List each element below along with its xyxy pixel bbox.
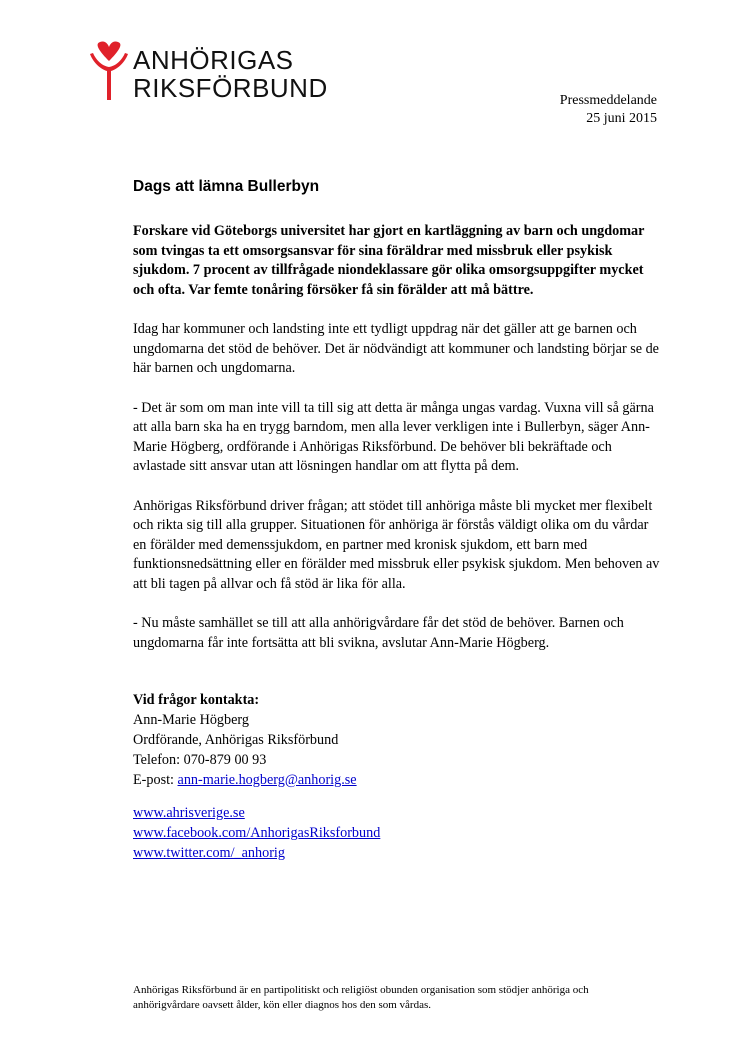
contact-block: [133, 690, 357, 790]
website-link[interactable]: www.ahrisverige.se: [133, 805, 245, 821]
logo-line-2: RIKSFÖRBUND: [133, 73, 328, 103]
contact-phone: Telefon: 070-879 00 93: [133, 752, 267, 768]
document-date: 25 juni 2015: [586, 111, 657, 126]
contact-name: Ann-Marie Högberg: [133, 712, 249, 728]
logo-wordmark: [133, 46, 328, 102]
heart-person-icon: [86, 40, 132, 102]
contact-email-link[interactable]: ann-marie.hogberg@anhorig.se: [177, 772, 357, 788]
contact-email-row: [133, 770, 357, 790]
heart-shape: [98, 41, 121, 61]
article-body: [133, 222, 663, 673]
body-paragraph-2: - Det är som om man inte vill ta till sig att detta är många ungas vardag. Vuxna vill så gärna att alla barn ska ha en trygg barndom, men alla lever verkligen inte i Bullerbyn, säger Ann-Marie Högberg, ordförande i Anhörigas Riksförbund. De behöver bli bekräftade och avlastade sitt ansvar utan att lösningen handlar om att flytta på dem.: [133, 399, 654, 474]
document-meta: [560, 92, 657, 128]
document-type: Pressmeddelande: [559, 93, 657, 108]
contact-email-label: E-post:: [133, 772, 178, 788]
contact-role: Ordförande, Anhörigas Riksförbund: [133, 732, 339, 748]
lead-paragraph: Forskare vid Göteborgs universitet har gjort en kartläggning av barn och ungdomar som tvingas ta ett omsorgsansvar för sina föräldrar med missbruk eller psykisk sjukdom. 7 procent av tillfrågade niondeklassare gör olika omsorgsuppgifter mycket och ofta. Var femte tonåring försöker få sin förälder att må bättre.: [133, 223, 645, 298]
body-paragraph-3: Anhörigas Riksförbund driver frågan; att stödet till anhöriga måste bli mycket mer flexibelt och rikta sig till alla grupper. Situationen för anhöriga är förstås väldigt olika om du vårdar en förälder med demenssjukdom, en partner med kronisk sjukdom, ett barn med funktionsnedsättning eller en förälder med missbruk eller psykisk sjukdom. Men behoven av att bli tagen på allvar och få stöd är lika för alla.: [133, 497, 660, 592]
logo-line-1: ANHÖRIGAS: [133, 45, 294, 75]
footer-note: Anhörigas Riksförbund är en partipolitiskt och religiöst obunden organisation som stödjer anhöriga och anhörigvårdare oavsett ålder, kön eller diagnos hos den som vårdas.: [133, 984, 589, 1011]
body-paragraph-1: Idag har kommuner och landsting inte ett tydligt uppdrag när det gäller att ge barnen och ungdomarna det stöd de behöver. Det är nödvändigt att kommuner och landsting börjar se de här barnen och ungdomarna.: [133, 321, 659, 376]
web-links: [133, 803, 380, 863]
page-title: Dags att lämna Bullerbyn: [133, 178, 320, 195]
body-paragraph-4: - Nu måste samhället se till att alla anhörigvårdare får det stöd de behöver. Barnen och ungdomarna får inte fortsätta att bli svikna, avslutar Ann-Marie Högberg.: [133, 615, 624, 651]
twitter-link[interactable]: www.twitter.com/_anhorig: [133, 845, 285, 861]
contact-heading: Vid frågor kontakta:: [133, 692, 260, 708]
facebook-link[interactable]: www.facebook.com/AnhorigasRiksforbund: [133, 825, 381, 841]
logo: [86, 40, 326, 110]
